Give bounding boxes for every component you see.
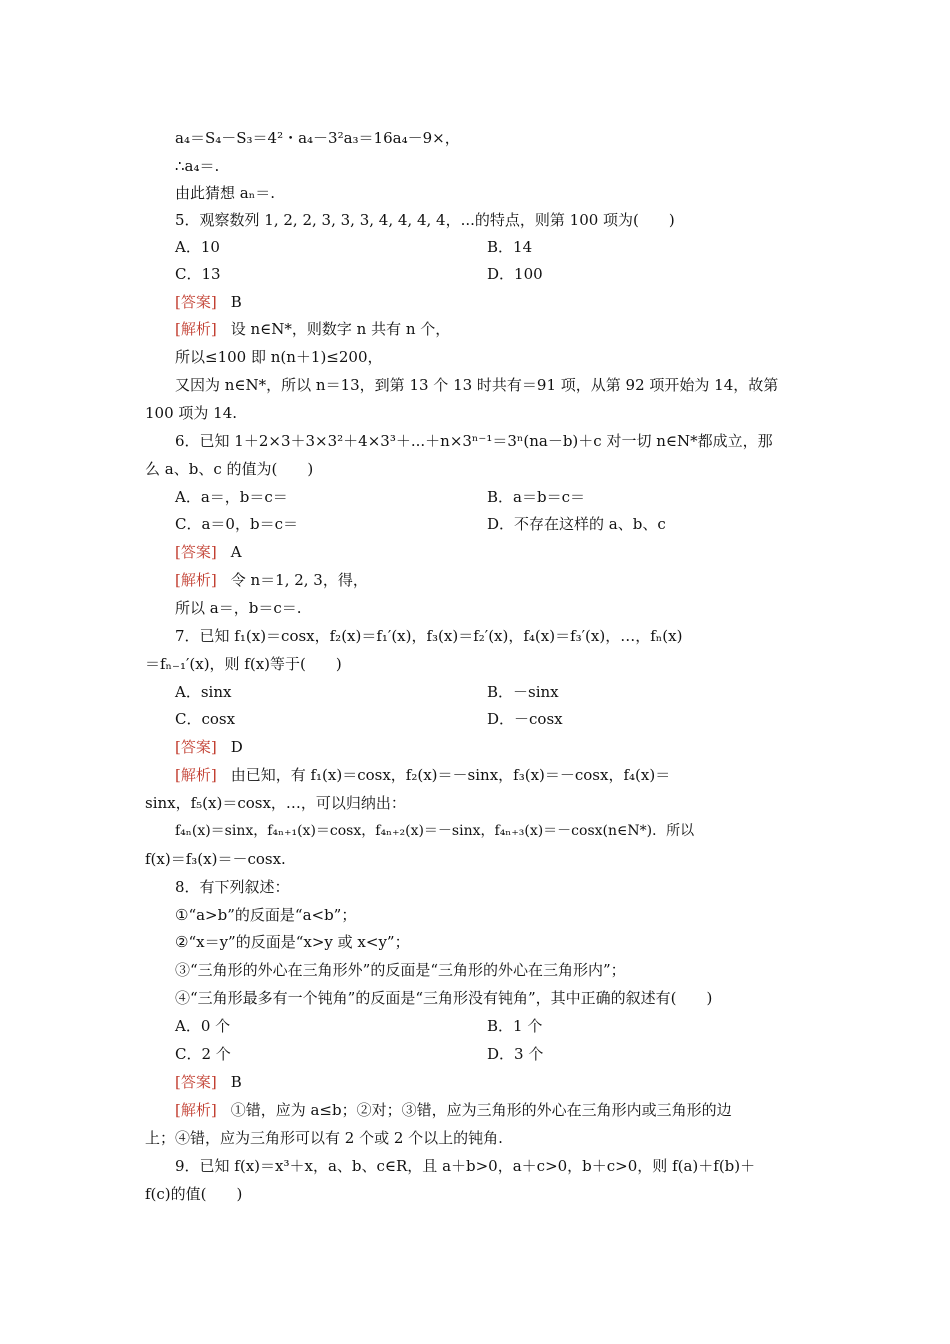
answer-value: B: [230, 1073, 242, 1091]
option-d: D．－cosx: [487, 710, 563, 728]
answer-line: [175, 737, 243, 757]
option-b: B．14: [487, 238, 533, 256]
analysis-line: [175, 319, 450, 339]
question-6: 6．已知 1＋2×3＋3×3²＋4×3³＋...＋n×3ⁿ⁻¹＝3ⁿ(na－b)＋c 对一切 n∈N*都成立，那: [175, 432, 773, 450]
analysis-line: [175, 570, 368, 590]
analysis-tag: [解析]: [175, 1101, 217, 1119]
option-a: A．a＝，b＝c＝: [175, 488, 288, 506]
text-line: 所以≤100 即 n(n＋1)≤200，: [175, 348, 383, 366]
text-line: 么 a、b、c 的值为( ): [145, 460, 314, 478]
text-line: ＝fₙ₋₁′(x)，则 f(x)等于( ): [145, 655, 342, 673]
text-line: 所以 a＝，b＝c＝.: [175, 599, 302, 617]
answer-tag: [答案]: [175, 293, 217, 311]
answer-value: A: [230, 543, 242, 561]
analysis-line: [175, 1100, 732, 1120]
analysis-tag: [解析]: [175, 320, 217, 338]
option-d: D．不存在这样的 a、b、c: [487, 515, 666, 533]
answer-line: [175, 1072, 242, 1092]
question-8: 8．有下列叙述：: [175, 878, 290, 896]
option-a: A．sinx: [175, 683, 232, 701]
question-7: 7．已知 f₁(x)＝cosx，f₂(x)＝f₁′(x)，f₃(x)＝f₂′(x)，f₄(x)＝f₃′(x)，…，fₙ(x): [175, 627, 683, 645]
option-c: C．cosx: [175, 710, 236, 728]
option-a: A．0 个: [175, 1017, 231, 1035]
option-b: B．1 个: [487, 1017, 543, 1035]
option-a: A．10: [175, 238, 220, 256]
statement-3: ③“三角形的外心在三角形外”的反面是“三角形的外心在三角形内”；: [175, 961, 626, 979]
answer-line: [175, 542, 242, 562]
text-line: sinx，f₅(x)＝cosx，…，可以归纳出：: [145, 794, 406, 812]
analysis-text: ①错，应为 a≤b；②对；③错，应为三角形的外心在三角形内或三角形的边: [230, 1101, 732, 1119]
answer-tag: [答案]: [175, 1073, 217, 1091]
option-d: D．100: [487, 265, 543, 283]
answer-line: [175, 292, 242, 312]
text-line: f₄ₙ(x)＝sinx，f₄ₙ₊₁(x)＝cosx，f₄ₙ₊₂(x)＝－sinx，f₄ₙ₊₃(x)＝－cosx(n∈N*)．所以: [175, 823, 695, 839]
question-5: 5．观察数列 1, 2, 2, 3, 3, 3, 4, 4, 4, 4，...的特点，则第 100 项为( ): [175, 211, 675, 229]
analysis-text: 令 n＝1, 2, 3，得，: [230, 571, 368, 589]
analysis-text: 由已知，有 f₁(x)＝cosx，f₂(x)＝－sinx，f₃(x)＝－cosx，f₄(x)＝: [230, 766, 671, 784]
answer-value: B: [230, 293, 242, 311]
text-line: 由此猜想 aₙ＝.: [175, 184, 275, 202]
question-9: 9．已知 f(x)＝x³＋x，a、b、c∈R，且 a＋b>0，a＋c>0，b＋c>0，则 f(a)＋f(b)＋: [175, 1157, 756, 1175]
answer-value: D: [230, 738, 243, 756]
option-d: D．3 个: [487, 1045, 544, 1063]
text-line: a₄＝S₄－S₃＝4²・a₄－3²a₃＝16a₄－9×，: [175, 129, 460, 147]
answer-tag: [答案]: [175, 738, 217, 756]
analysis-text: 设 n∈N*，则数字 n 共有 n 个，: [230, 320, 451, 338]
analysis-tag: [解析]: [175, 766, 217, 784]
option-c: C．a＝0，b＝c＝: [175, 515, 298, 533]
text-line: f(c)的值( ): [145, 1185, 243, 1203]
option-b: B．－sinx: [487, 683, 559, 701]
text-line: 又因为 n∈N*，所以 n＝13，到第 13 个 13 时共有＝91 项，从第 92 项开始为 14，故第: [175, 376, 779, 394]
text-line: ∴a₄＝.: [175, 157, 220, 175]
statement-1: ①“a>b”的反面是“a<b”；: [175, 906, 357, 924]
option-c: C．13: [175, 265, 221, 283]
statement-2: ②“x＝y”的反面是“x>y 或 x<y”；: [175, 933, 410, 951]
text-line: 上；④错，应为三角形可以有 2 个或 2 个以上的钝角.: [145, 1129, 503, 1147]
option-b: B．a＝b＝c＝: [487, 488, 585, 506]
option-c: C．2 个: [175, 1045, 231, 1063]
analysis-tag: [解析]: [175, 571, 217, 589]
statement-4: ④“三角形最多有一个钝角”的反面是“三角形没有钝角”，其中正确的叙述有( ): [175, 989, 713, 1007]
text-line: f(x)＝f₃(x)＝－cosx.: [145, 850, 286, 868]
analysis-line: [175, 765, 670, 785]
text-line: 100 项为 14.: [145, 404, 238, 422]
answer-tag: [答案]: [175, 543, 217, 561]
